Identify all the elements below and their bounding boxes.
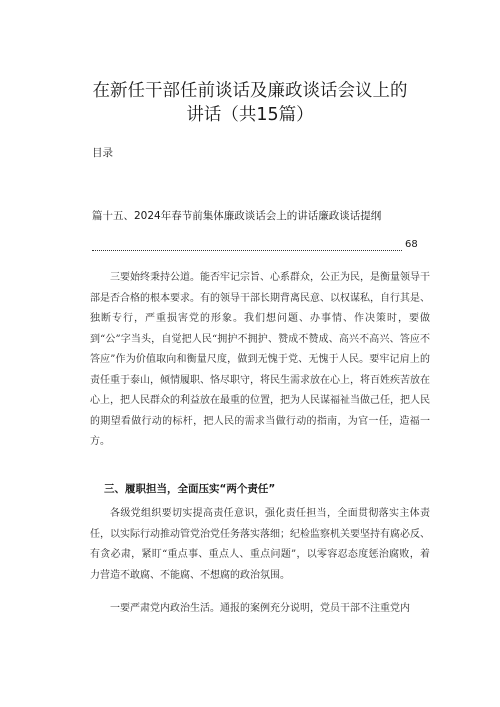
toc-entry-title[interactable]: 篇十五、2024年春节前集体廉政谈话会上的讲话廉政谈话提纲 [92, 210, 382, 222]
document-title-line2: 讲话（共15篇） [186, 105, 314, 125]
toc-heading: 目录 [92, 147, 113, 159]
body-paragraph-3: 一要严肃党内政治生活。通报的案例充分说明，党员干部不注重党内 [110, 603, 410, 614]
body-paragraph-2: 各级党组织要切实提高责任意识，强化责任担当，全面贯彻落实主体责任，以实际行动推动管党治党任务落实落细；纪检监察机关要坚持有腐必反、有贪必肃，紧盯“重点事、重点人、重点问题”，以零容忍态度惩治腐败，着力营造不敢腐、不能腐、不想腐的政治氛围。 [90, 508, 430, 581]
toc-dot-leader [92, 240, 402, 251]
section-heading-3: 三、履职担当，全面压实“两个责任” [104, 483, 276, 495]
document-title-line1: 在新任干部任前谈话及廉政谈话会议上的 [92, 81, 408, 101]
toc-entry-page-number: 68 [405, 239, 418, 250]
body-paragraph-1: 三要始终秉持公道。能否牢记宗旨、心系群众，公正为民，是衡量领导干部是否合格的根本要求。有的领导干部长期背离民意、以权谋私，自行其是、独断专行，严重损害党的形象。我们想问题、办事情、作决策时，要做到“公”字当头，自觉把人民“拥护不拥护、赞成不赞成、高兴不高兴、答应不答应”作为价值取向和衡量尺度，做到无愧于党、无愧于人民。要牢记肩上的责任重于泰山，倾情履职、恪尽职守，将民生需求放在心上，将百姓疾苦放在心上，把人民群众的利益放在最重的位置，把为人民谋福祉当做己任，把人民的期望看做行动的标杆，把人民的需求当做行动的指南，为官一任，造福一方。 [90, 272, 430, 447]
